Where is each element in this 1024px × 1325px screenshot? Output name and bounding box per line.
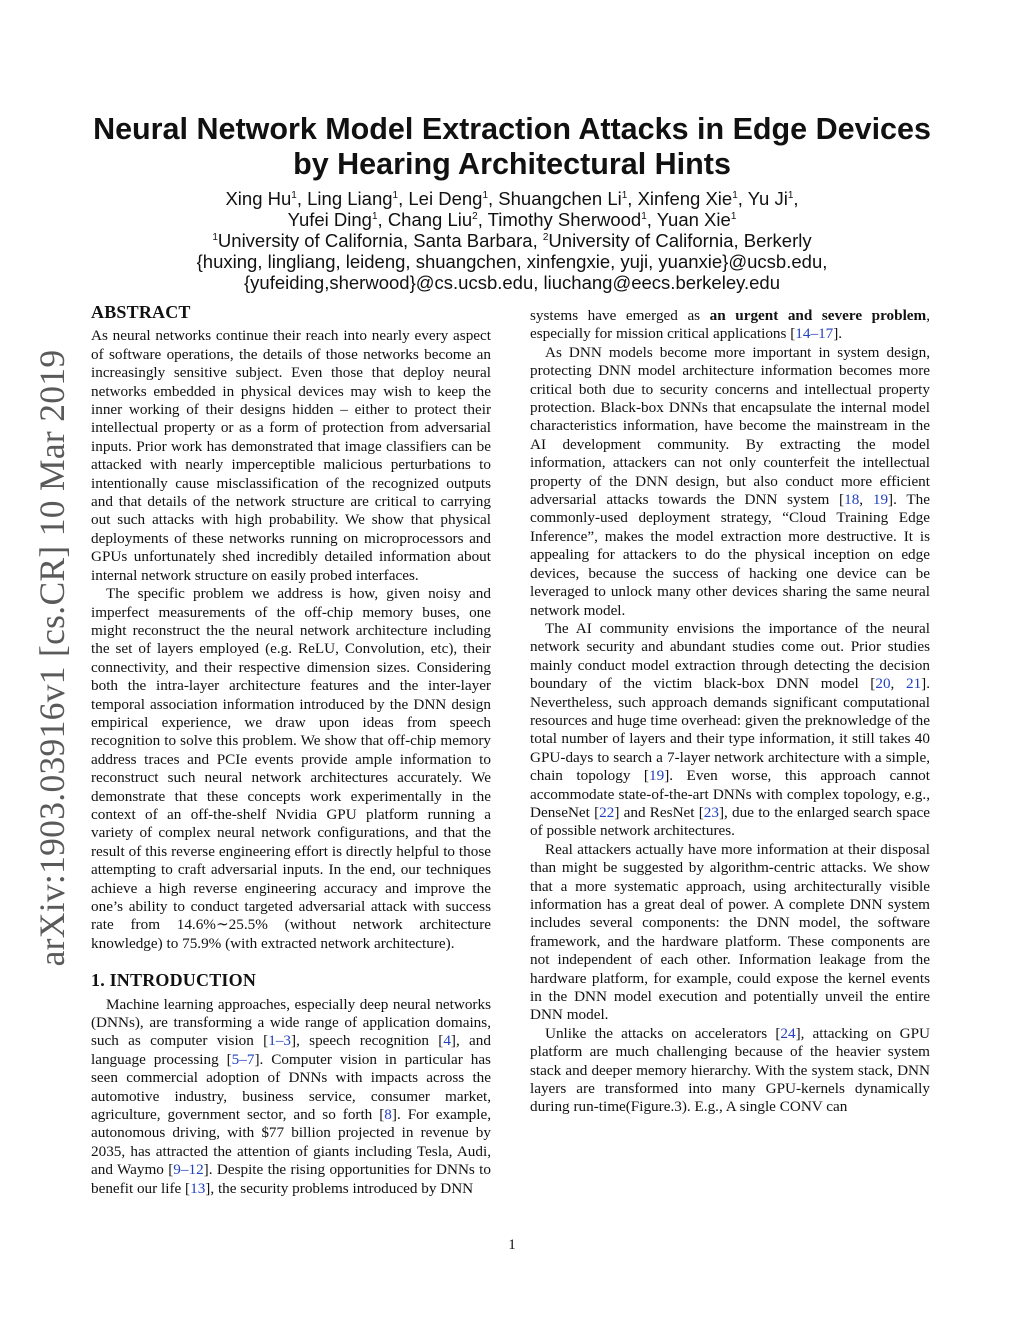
citation-link[interactable]: 4 bbox=[443, 1032, 451, 1050]
abstract-paragraph-2: The specific problem we address is how, given noisy and imperfect measurements of the off-chip memory buses, one might reconstruct the the neural network architecture including the set of layers employed (e.g. ReLU, Convolution, etc), their connectivity, and their respective dimension sizes. Considering both the intra-layer architecture features and the inter-layer temporal association information introduced by the DNN design empirical experience, we draw upon ideas from speech recognition to solve this problem. We show that off-chip memory address traces and PCIe events provide ample information to reconstruct such neural network architectures accurately. We demonstrate that these concepts work experimentally in the context of an off-the-shelf Nvidia GPU platform running a variety of complex neural network configurations, and that the result of this reverse engineering effort is directly helpful to those attempting to craft adversarial inputs. In the end, our techniques achieve a high reverse engineering accuracy and improve the one’s ability to conduct targeted adversarial attack with success rate from 14.6%∼25.5% (without network architecture knowledge) to 75.9% (with extracted network architecture). bbox=[91, 585, 491, 952]
affiliation-1: University of California, Santa Barbara, bbox=[217, 230, 543, 251]
author-affiliation-marker: 1 bbox=[730, 210, 737, 222]
author-affiliation-marker: 1 bbox=[641, 210, 647, 222]
citation-link[interactable]: 5–7 bbox=[231, 1050, 255, 1068]
citation-link[interactable]: 14–17 bbox=[795, 325, 834, 343]
right-column bbox=[530, 307, 930, 1117]
title-line-2: by Hearing Architectural Hints bbox=[293, 147, 731, 181]
intro-text: ]. Despite the rising opportunities for DNNs to benefit our life [ bbox=[91, 1161, 491, 1197]
email-line-2: {yufeiding,sherwood}@cs.ucsb.edu, liuchang@eecs.berkeley.edu bbox=[243, 272, 781, 293]
intro-text: ]. Nevertheless, such approach demands significant computational resources and huge time overhead: given the preknowledge of the total number of layers and their type information, it still takes 40 GPU-days to search a 7-layer network architecture with a simple, chain topology [ bbox=[530, 675, 931, 785]
author-affiliation-marker: 1 bbox=[482, 189, 488, 201]
page-number: 1 bbox=[508, 1237, 516, 1253]
author-name: Ling Liang bbox=[307, 188, 393, 209]
arxiv-identifier-text: arXiv:1903.03916v1 [cs.CR] 10 Mar 2019 bbox=[32, 349, 72, 967]
author-affiliation-marker: 1 bbox=[732, 189, 738, 201]
author-name: Shuangchen Li bbox=[498, 188, 622, 209]
paper-title bbox=[60, 112, 964, 182]
intro-text: ]. bbox=[833, 325, 843, 343]
author-affiliation-marker: 1 bbox=[621, 189, 628, 201]
intro-text: ], and language processing [ bbox=[91, 1032, 491, 1068]
intro-text: , bbox=[890, 675, 906, 693]
citation-link[interactable]: 22 bbox=[599, 803, 615, 821]
intro-text: Unlike the attacks on accelerators [ bbox=[545, 1024, 781, 1042]
citation-link[interactable]: 21 bbox=[905, 675, 922, 693]
intro-text: ], the security problems introduced by DNN bbox=[205, 1179, 474, 1197]
intro-text: ]. Even worse, this approach cannot accommodate state-of-the-art DNNs with complex topology, e.g., DenseNet [ bbox=[530, 767, 930, 821]
citation-link[interactable]: 24 bbox=[780, 1024, 796, 1042]
author-line-2: Yufei Ding$^1$, Chang Liu$^2$, Timothy Sherwood$^1$, Yuan Xie$^1$ bbox=[287, 209, 737, 230]
intro-text: ], due to the enlarged search space of possible network architectures. bbox=[530, 803, 930, 840]
affiliations-line bbox=[60, 230, 964, 251]
citation-link[interactable]: 23 bbox=[703, 803, 719, 821]
citation-link[interactable]: 19 bbox=[649, 767, 665, 785]
intro-text: ], attacking on GPU platform are much challenging because of the heavier system stack and deeper memory hierarchy. With the system stack, DNN layers are transformed into many GPU-kernels dynamically during run-time(Figure.3). E.g., A single CONV can bbox=[530, 1024, 930, 1116]
citation-link[interactable]: 8 bbox=[384, 1106, 392, 1124]
title-line-1: Neural Network Model Extraction Attacks in Edge Devices bbox=[93, 112, 931, 146]
citation-link[interactable]: 1–3 bbox=[268, 1032, 292, 1050]
abstract-heading: ABSTRACT bbox=[91, 302, 191, 322]
intro-text: systems have emerged as bbox=[530, 307, 710, 324]
left-column bbox=[91, 303, 491, 1198]
intro-paragraph-3 bbox=[530, 620, 930, 841]
author-name: Chang Liu bbox=[387, 209, 473, 230]
title-block bbox=[60, 112, 964, 293]
emphasized-text: an urgent and severe problem bbox=[709, 307, 927, 324]
intro-text: , especially for mission critical applications [ bbox=[530, 307, 930, 343]
citation-link[interactable]: 19 bbox=[872, 491, 889, 509]
author-line-1: Xing Hu$^1$, Ling Liang$^1$, Lei Deng$^1$, Shuangchen Li$^1$, Xinfeng Xie$^1$, Yu Ji$^1$, bbox=[225, 188, 799, 209]
intro-paragraph-5 bbox=[530, 1025, 930, 1117]
affiliation-marker-2: 2 bbox=[542, 231, 549, 243]
intro-text: Machine learning approaches, especially deep neural networks (DNNs), are transforming a wide range of application domains, such as computer vision [ bbox=[91, 995, 491, 1050]
intro-text: ], speech recognition [ bbox=[291, 1032, 444, 1050]
citation-link[interactable]: 9–12 bbox=[173, 1161, 204, 1179]
intro-text: ] and ResNet [ bbox=[614, 803, 704, 821]
intro-paragraph-2 bbox=[530, 344, 930, 620]
affiliation-marker-1: 1 bbox=[212, 231, 218, 243]
author-name: Lei Deng bbox=[408, 188, 483, 209]
introduction-heading: 1. INTRODUCTION bbox=[91, 970, 257, 991]
author-affiliation-marker: 1 bbox=[371, 210, 378, 222]
intro-text: , bbox=[859, 491, 873, 509]
intro-paragraph-1 bbox=[91, 996, 491, 1198]
author-affiliation-marker: 1 bbox=[787, 189, 794, 201]
author-name: Timothy Sherwood bbox=[487, 209, 642, 230]
intro-paragraph-4 bbox=[530, 841, 930, 1025]
intro-text: ]. The commonly-used deployment strategy, “Cloud Training Edge Inference”, makes the model extraction more destructive. It is appealing for attackers to do the physical inception on edge devices, because the success of hacking one device can be leveraged to unlock many other devices sharing the same neural network model. bbox=[530, 491, 930, 619]
email-line-1: {huxing, lingliang, leideng, shuangchen, xinfengxie, yuji, yuanxie}@ucsb.edu, bbox=[196, 251, 828, 272]
author-name: Yufei Ding bbox=[287, 209, 372, 230]
intro-text: As DNN models become more important in system design, protecting DNN model architecture information becomes more critical both due to security concerns and intellectual property protection. Black-box DNNs that encapsulate the internal model characteristics information, have become the mainstream in the AI development community. By extracting the model information, attackers can not only counterfeit the intellectual property of the DNN design, but also conduct more efficient adversarial attacks towards the DNN system [ bbox=[530, 343, 930, 509]
citation-link[interactable]: 20 bbox=[875, 675, 891, 693]
citation-link[interactable]: 13 bbox=[190, 1179, 206, 1197]
intro-text: Real attackers actually have more information at their disposal than might be suggested by algorithm-centric attacks. We show that a more systematic approach, using architecturally visible information has a great deal of power. A complete DNN system includes several components: the DNN model, the software framework, and the hardware platform. These components are not independent of each other. Information leakage from the hardware platform, for example, could expose the kernel events in the DNN model execution and potentially unveil the entire DNN model. bbox=[530, 840, 930, 1024]
author-affiliation-marker: 1 bbox=[392, 189, 399, 201]
intro-text-continued: ]. For example, autonomous driving, with $77 billion projected in revenue by 2035, has attracted the attention of giants including Tesla, Audi, and Waymo [ bbox=[91, 1106, 491, 1179]
author-affiliation-marker: 1 bbox=[291, 189, 297, 201]
intro-text: The AI community envisions the importance of the neural network security and abundant studies come out. Prior studies mainly conduct model extraction through detecting the decision boundary of the victim black-box DNN model [ bbox=[530, 619, 930, 693]
author-affiliation-marker: 2 bbox=[472, 210, 478, 222]
citation-link[interactable]: 18 bbox=[844, 491, 860, 509]
abstract-paragraph-1: As neural networks continue their reach into nearly every aspect of software operations, the details of those networks become an increasingly sensitive subject. Even those that deploy neural networks embedded in physical devices may wish to keep the inner working of their designs hidden – either to protect their intellectual property or as a form of protection from adversarial inputs. Prior work has demonstrated that image classifiers can be attacked with nearly imperceptible malicious perturbations to intentionally cause misclassification of the recognized outputs and that details of the network structure are critical to carrying out such attacks with high probability. We show that physical deployments of these networks running on microprocessors and GPUs unfortunately shed incredibly detailed information about internal network structure on easily probed interfaces. bbox=[91, 327, 491, 584]
author-name: Xing Hu bbox=[225, 188, 292, 209]
affiliation-2: University of California, Berkerly bbox=[548, 230, 812, 251]
intro-paragraph-1-continued bbox=[530, 307, 930, 344]
intro-text: ]. Computer vision in particular has seen commercial adoption of DNNs with impacts across the automotive industry, business service, consumer market, agriculture, government sector, and so forth [ bbox=[91, 1050, 491, 1124]
author-name: Yuan Xie bbox=[656, 209, 731, 230]
author-name: Yu Ji bbox=[747, 188, 788, 209]
author-name: Xinfeng Xie bbox=[637, 188, 733, 209]
